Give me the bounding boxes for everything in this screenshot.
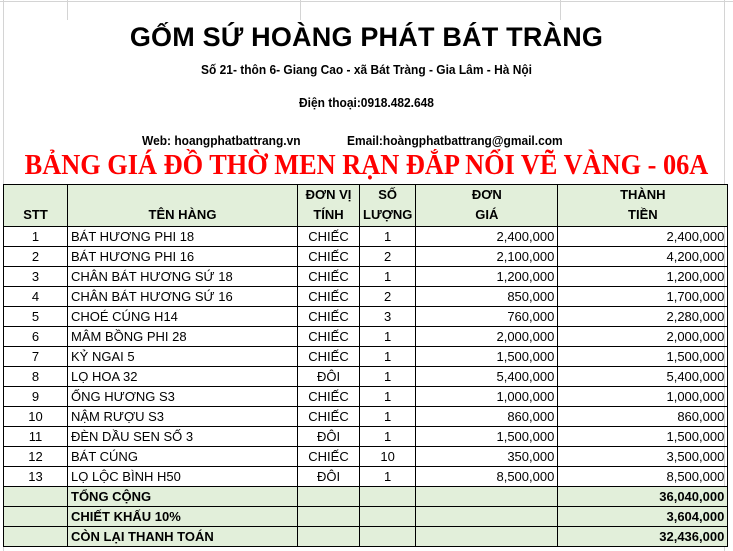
cell-amount[interactable]: 860,000 bbox=[558, 407, 728, 427]
cell-name[interactable]: CHÂN BÁT HƯƠNG SỨ 18 bbox=[68, 267, 298, 287]
table-header-row bbox=[4, 185, 728, 227]
cell-qty[interactable]: 1 bbox=[360, 467, 416, 487]
cell-unit[interactable]: CHIẾC bbox=[298, 307, 360, 327]
cell-name[interactable]: BÁT HƯƠNG PHI 16 bbox=[68, 247, 298, 267]
cell-price[interactable]: 8,500,000 bbox=[416, 467, 558, 487]
table-row bbox=[4, 407, 728, 427]
cell-amount[interactable]: 3,500,000 bbox=[558, 447, 728, 467]
cell-stt[interactable]: 9 bbox=[4, 387, 68, 407]
cell-qty[interactable]: 1 bbox=[360, 407, 416, 427]
column-header-name[interactable]: TÊN HÀNG bbox=[68, 185, 298, 227]
cell-name[interactable]: ĐÈN DẦU SEN SỐ 3 bbox=[68, 427, 298, 447]
column-header-price[interactable]: ĐƠN GIÁ bbox=[416, 185, 558, 227]
cell-amount[interactable]: 2,280,000 bbox=[558, 307, 728, 327]
cell-price[interactable]: 2,100,000 bbox=[416, 247, 558, 267]
balance-due-amount[interactable]: 32,436,000 bbox=[558, 527, 728, 547]
cell-stt[interactable]: 6 bbox=[4, 327, 68, 347]
balance-due-label[interactable]: CÒN LẠI THANH TOÁN bbox=[68, 527, 298, 547]
cell-qty[interactable]: 1 bbox=[360, 327, 416, 347]
cell-name[interactable]: CHÂN BÁT HƯƠNG SỨ 16 bbox=[68, 287, 298, 307]
cell-qty[interactable]: 3 bbox=[360, 307, 416, 327]
cell-unit[interactable]: CHIẾC bbox=[298, 407, 360, 427]
cell-stt[interactable]: 2 bbox=[4, 247, 68, 267]
cell-stt[interactable]: 13 bbox=[4, 467, 68, 487]
cell-amount[interactable]: 1,200,000 bbox=[558, 267, 728, 287]
cell-qty[interactable]: 2 bbox=[360, 247, 416, 267]
cell-stt[interactable]: 8 bbox=[4, 367, 68, 387]
cell-price[interactable]: 1,500,000 bbox=[416, 347, 558, 367]
cell-unit[interactable]: CHIẾC bbox=[298, 347, 360, 367]
cell-stt[interactable]: 4 bbox=[4, 287, 68, 307]
gridline bbox=[300, 0, 301, 20]
cell-unit[interactable]: CHIẾC bbox=[298, 387, 360, 407]
cell-amount[interactable]: 2,000,000 bbox=[558, 327, 728, 347]
table-row bbox=[4, 287, 728, 307]
cell-price[interactable]: 1,200,000 bbox=[416, 267, 558, 287]
cell-amount[interactable]: 1,500,000 bbox=[558, 347, 728, 367]
cell-qty[interactable]: 10 bbox=[360, 447, 416, 467]
cell-stt[interactable]: 1 bbox=[4, 227, 68, 247]
cell-qty[interactable]: 1 bbox=[360, 427, 416, 447]
cell-amount[interactable]: 1,700,000 bbox=[558, 287, 728, 307]
column-header-amount[interactable]: THÀNH TIỀN bbox=[558, 185, 728, 227]
cell-unit[interactable]: CHIẾC bbox=[298, 247, 360, 267]
cell-stt[interactable]: 10 bbox=[4, 407, 68, 427]
cell-unit[interactable]: CHIẾC bbox=[298, 267, 360, 287]
table-row bbox=[4, 267, 728, 287]
cell-name[interactable]: ỐNG HƯƠNG S3 bbox=[68, 387, 298, 407]
table-row bbox=[4, 447, 728, 467]
cell-unit[interactable]: CHIẾC bbox=[298, 447, 360, 467]
cell-price[interactable]: 1,000,000 bbox=[416, 387, 558, 407]
table-row bbox=[4, 307, 728, 327]
cell-name[interactable]: LỌ LỘC BÌNH H50 bbox=[68, 467, 298, 487]
address: Số 21- thôn 6- Giang Cao - xã Bát Tràng - Gia Lâm - Hà Nội bbox=[201, 62, 532, 77]
email-link[interactable]: Email:hoàngphatbattrang@gmail.com bbox=[347, 133, 563, 148]
price-list-title: BẢNG GIÁ ĐỒ THỜ MEN RẠN ĐẮP NỔI VẼ VÀNG - 06A bbox=[24, 150, 709, 181]
column-header-qty[interactable]: SỐ LƯỢNG bbox=[360, 185, 416, 227]
cell-stt[interactable]: 5 bbox=[4, 307, 68, 327]
cell-name[interactable]: MÂM BỒNG PHI 28 bbox=[68, 327, 298, 347]
discount-row bbox=[4, 507, 728, 527]
table-row bbox=[4, 227, 728, 247]
gridline bbox=[67, 0, 68, 20]
cell-name[interactable]: KỶ NGAI 5 bbox=[68, 347, 298, 367]
cell-price[interactable]: 5,400,000 bbox=[416, 367, 558, 387]
cell-stt[interactable]: 12 bbox=[4, 447, 68, 467]
cell-amount[interactable]: 5,400,000 bbox=[558, 367, 728, 387]
cell-unit[interactable]: CHIẾC bbox=[298, 287, 360, 307]
gridline bbox=[560, 0, 561, 20]
cell-unit[interactable]: ĐÔI bbox=[298, 367, 360, 387]
cell-stt[interactable]: 11 bbox=[4, 427, 68, 447]
total-amount[interactable]: 36,040,000 bbox=[558, 487, 728, 507]
table-row bbox=[4, 367, 728, 387]
company-name: GỐM SỨ HOÀNG PHÁT BÁT TRÀNG bbox=[129, 22, 604, 52]
cell-qty[interactable]: 1 bbox=[360, 267, 416, 287]
cell-qty[interactable]: 1 bbox=[360, 367, 416, 387]
cell-stt[interactable]: 7 bbox=[4, 347, 68, 367]
cell-name[interactable]: NẬM RƯỢU S3 bbox=[68, 407, 298, 427]
cell-name[interactable]: BÁT CÚNG bbox=[68, 447, 298, 467]
cell-qty[interactable]: 2 bbox=[360, 287, 416, 307]
balance-due-row bbox=[4, 527, 728, 547]
cell-qty[interactable]: 1 bbox=[360, 227, 416, 247]
cell-price[interactable]: 2,400,000 bbox=[416, 227, 558, 247]
cell-price[interactable]: 350,000 bbox=[416, 447, 558, 467]
cell-qty[interactable]: 1 bbox=[360, 347, 416, 367]
cell-price[interactable]: 850,000 bbox=[416, 287, 558, 307]
table-row bbox=[4, 247, 728, 267]
cell-amount[interactable]: 1,000,000 bbox=[558, 387, 728, 407]
cell-stt[interactable]: 3 bbox=[4, 267, 68, 287]
cell-amount[interactable]: 8,500,000 bbox=[558, 467, 728, 487]
discount-amount[interactable]: 3,604,000 bbox=[558, 507, 728, 527]
cell-unit[interactable]: ĐÔI bbox=[298, 427, 360, 447]
cell-price[interactable]: 2,000,000 bbox=[416, 327, 558, 347]
column-header-unit[interactable]: ĐƠN VỊ TÍNH bbox=[298, 185, 360, 227]
cell-name[interactable]: BÁT HƯƠNG PHI 18 bbox=[68, 227, 298, 247]
phone: Điện thoại:0918.482.648 bbox=[299, 95, 434, 110]
cell-name[interactable]: LỌ HOA 32 bbox=[68, 367, 298, 387]
table-row bbox=[4, 327, 728, 347]
table-row bbox=[4, 427, 728, 447]
table-row bbox=[4, 347, 728, 367]
table-row bbox=[4, 467, 728, 487]
cell-price[interactable]: 860,000 bbox=[416, 407, 558, 427]
column-header-stt[interactable]: STT bbox=[4, 185, 68, 227]
price-table bbox=[3, 184, 728, 547]
cell-unit[interactable]: CHIẾC bbox=[298, 227, 360, 247]
total-row bbox=[4, 487, 728, 507]
discount-label[interactable]: CHIẾT KHẤU 10% bbox=[68, 507, 298, 527]
cell-price[interactable]: 760,000 bbox=[416, 307, 558, 327]
cell-amount[interactable]: 4,200,000 bbox=[558, 247, 728, 267]
cell-name[interactable]: CHOÉ CÚNG H14 bbox=[68, 307, 298, 327]
cell-price[interactable]: 1,500,000 bbox=[416, 427, 558, 447]
cell-amount[interactable]: 2,400,000 bbox=[558, 227, 728, 247]
gridline bbox=[0, 1, 733, 2]
total-label[interactable]: TỔNG CỘNG bbox=[68, 487, 298, 507]
cell-qty[interactable]: 1 bbox=[360, 387, 416, 407]
table-row bbox=[4, 387, 728, 407]
website-link[interactable]: Web: hoangphatbattrang.vn bbox=[142, 133, 301, 148]
cell-amount[interactable]: 1,500,000 bbox=[558, 427, 728, 447]
cell-unit[interactable]: CHIẾC bbox=[298, 327, 360, 347]
cell-unit[interactable]: ĐÔI bbox=[298, 467, 360, 487]
